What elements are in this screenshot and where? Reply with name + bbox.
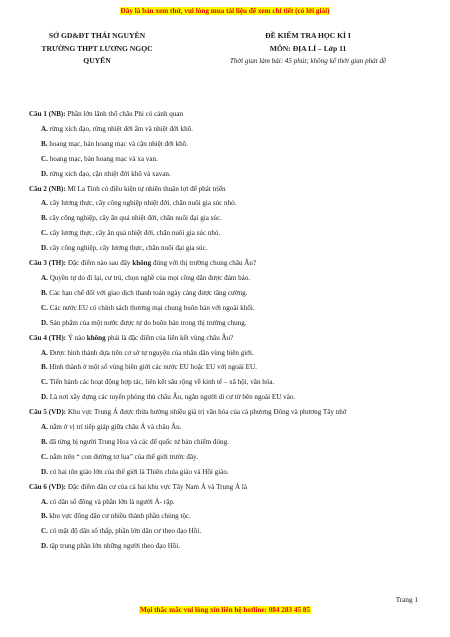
- option-text: cây lương thực, cây ăn quả nhiệt đới, chăn nuôi gia súc nhỏ.: [49, 229, 221, 238]
- option-text: có mật độ dân số thấp, phần lớn dân cư theo đạo Hồi.: [49, 527, 202, 536]
- option-letter: A.: [41, 423, 48, 432]
- question-text-before: Đặc điểm nào sau đây: [67, 259, 131, 268]
- question-2: [29, 182, 427, 257]
- option-letter: C.: [41, 378, 48, 387]
- question-text: Khu vực Trung Á được thừa hưởng nhiều giá trị văn hóa của cả phương Đông và phương Tây nhờ: [67, 408, 347, 417]
- option-text: có hai tôn giáo lớn của thế giới là Thiên chúa giáo và Hồi giáo.: [49, 467, 229, 476]
- option-text: Các nước EU có chính sách thương mại chung buôn bán với ngoài khối.: [49, 303, 255, 312]
- school-name-line1: TRƯỜNG THPT LƯƠNG NGỌC: [41, 43, 153, 53]
- option-letter: A.: [41, 199, 48, 208]
- option-letter: B.: [41, 512, 48, 521]
- option-letter: B.: [41, 288, 48, 297]
- option-text: tập trung phần lớn những người theo đạo Hồi.: [49, 542, 181, 551]
- question-text: Phần lớn lãnh thổ châu Phi có cảnh quan: [67, 110, 184, 118]
- question-label: Câu 5 (VD):: [29, 408, 67, 417]
- question-3: [29, 256, 427, 331]
- option-letter: D.: [41, 542, 48, 551]
- department-name: SỞ GD&ĐT THÁI NGUYÊN: [48, 31, 146, 40]
- option-text: đã từng bị người Trung Hoa và các đế quốc tư bản chiếm đóng.: [49, 437, 229, 446]
- option-letter: D.: [41, 393, 48, 402]
- exam-title: ĐỀ KIỂM TRA HỌC KÌ I: [265, 31, 351, 40]
- option-text: rừng xích đạo, cận nhiệt đới khô và xavan.: [49, 169, 171, 178]
- question-label: Câu 4 (TH):: [29, 333, 67, 342]
- option-letter: D.: [41, 467, 48, 476]
- preview-notice-banner: [0, 7, 450, 15]
- option-text: Sản phẩm của một nước được tự do buôn bán trong thị trường chung.: [49, 318, 247, 327]
- question-text-before: Ý nào: [67, 333, 85, 342]
- option-letter: A.: [41, 273, 48, 282]
- option-letter: D.: [41, 169, 48, 178]
- question-4: [29, 331, 427, 406]
- option-letter: A.: [41, 497, 48, 506]
- option-text: Là nơi xây dựng các tuyến phòng thủ châu Âu, ngăn người di cư từ bên ngoài EU vào.: [49, 393, 296, 402]
- preview-notice-text: Đây là bản xem thử, vui lòng mua tài liệu để xem chi tiết (có lời giải): [120, 7, 330, 15]
- question-5: [29, 405, 427, 480]
- question-list: [29, 107, 427, 554]
- option-text: nằm ở vị trí tiếp giáp giữa châu Á và châu Âu.: [49, 423, 182, 432]
- option-text: nằm trên “ con đường tơ lụa” của thế giới trước đây.: [49, 452, 198, 461]
- option-text: có dân số đông và phần lớn là người Ả- rập.: [49, 497, 175, 506]
- option-letter: B.: [41, 139, 48, 148]
- question-keyword: không: [132, 259, 152, 268]
- hotline-banner: [0, 606, 450, 614]
- option-text: cây lương thực, cây công nghiệp nhiệt đới, chăn nuôi gia súc nhỏ.: [49, 199, 237, 208]
- option-letter: C.: [41, 154, 48, 163]
- option-letter: B.: [41, 363, 48, 372]
- question-label: Câu 6 (VD):: [29, 482, 67, 491]
- option-text: Tiến hành các hoạt động hợp tác, liên kết sâu rộng về kinh tế – xã hội, văn hóa.: [49, 378, 275, 387]
- option-text: Được hình thành dựa trên cơ sở tự nguyện của nhân dân vùng biên giới.: [49, 348, 254, 357]
- option-text: Các hạn chế đối với giao dịch thanh toán ngày càng được tăng cường.: [49, 288, 248, 297]
- option-letter: C.: [41, 303, 48, 312]
- page-number: Trang 1: [395, 596, 418, 604]
- option-letter: D.: [41, 244, 48, 253]
- question-text-after: đúng với thị trường chung châu Âu?: [152, 259, 257, 268]
- question-6: [29, 480, 427, 555]
- hotline-text: Mọi thắc mắc vui lòng xin liên hệ hotline: 084 283 45 85: [139, 606, 311, 614]
- exam-subject: MÔN: ĐỊA LÍ – Lớp 11: [269, 43, 347, 53]
- option-letter: C.: [41, 229, 48, 238]
- question-label: Câu 1 (NB):: [29, 110, 66, 118]
- option-text: cây công nghiệp, cây ăn quả nhiệt đới, chăn nuôi đại gia súc.: [49, 214, 222, 223]
- question-text: Đặc điểm dân cư của cả hai khu vực Tây Nam Á và Trung Á là: [67, 482, 247, 491]
- exam-header: [190, 30, 426, 68]
- school-name-line2: QUYẾN: [83, 56, 111, 65]
- option-text: Quyền tự do đi lại, cư trú, chọn nghề của mọi công dân được đảm bảo.: [49, 273, 251, 282]
- question-label: Câu 3 (TH):: [29, 259, 67, 268]
- question-label: Câu 2 (NB):: [29, 184, 66, 193]
- option-letter: B.: [41, 437, 48, 446]
- question-1: [29, 107, 427, 182]
- option-text: rừng xích đạo, rừng nhiệt đới ẩm và nhiệt đới khô.: [49, 124, 193, 133]
- option-text: Hình thành ở một số vùng biên giới các nước EU hoặc EU với ngoài EU.: [49, 363, 257, 372]
- exam-duration: Thời gian làm bài: 45 phút; không kể thời gian phát đề: [229, 57, 387, 65]
- option-letter: C.: [41, 452, 48, 461]
- option-letter: D.: [41, 318, 48, 327]
- option-letter: A.: [41, 348, 48, 357]
- option-text: hoang mạc, bán hoang mạc và cận nhiệt đới khô.: [49, 139, 188, 148]
- question-keyword: không: [86, 333, 106, 342]
- question-text: Mĩ La Tinh có điều kiện tự nhiên thuận lợi để phát triển: [67, 184, 226, 193]
- option-text: khu vực đông dân cư nhiều thành phần chủng tộc.: [49, 512, 191, 521]
- option-letter: C.: [41, 527, 48, 536]
- option-letter: A.: [41, 124, 48, 133]
- school-header: [22, 30, 172, 68]
- question-text-after: phải là đặc điểm của liên kết vùng châu Âu?: [107, 333, 234, 342]
- option-letter: B.: [41, 214, 48, 223]
- option-text: cây công nghiệp, cây lương thực, chăn nuôi đại gia súc.: [49, 244, 208, 253]
- option-text: hoang mạc, bán hoang mạc và xa van.: [49, 154, 158, 163]
